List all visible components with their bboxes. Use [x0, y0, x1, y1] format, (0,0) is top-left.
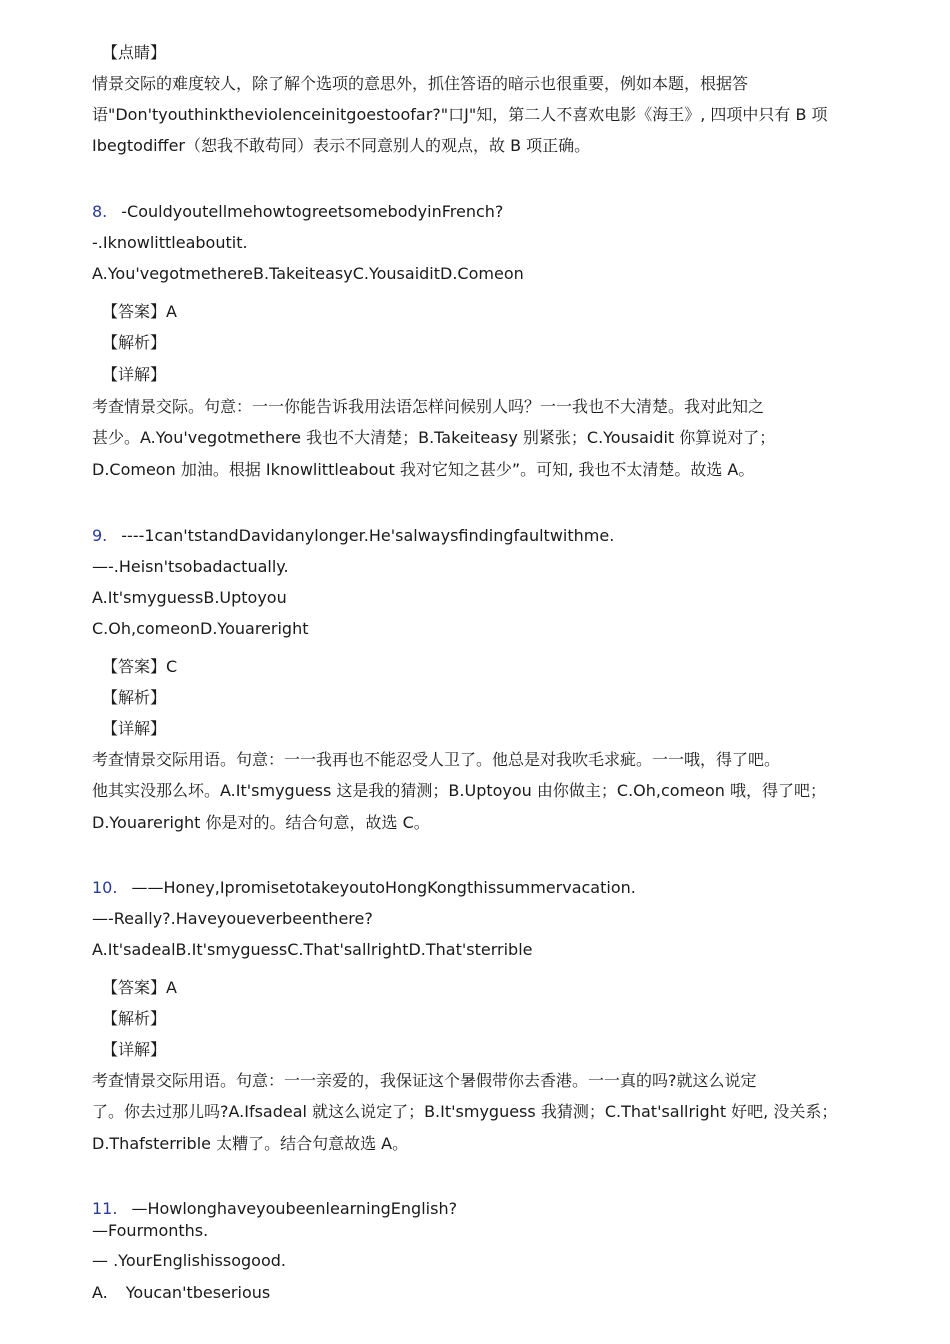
question-10-jiexi: 【解析】 — [102, 1009, 167, 1028]
option-text: Youcan'tbeserious — [125, 1283, 271, 1302]
question-8-explain-3: D.Comeon 加油。根据 Iknowlittleabout 我对它知之甚少”。可知, 我也不太清楚。故选 A。 — [92, 460, 755, 479]
question-8-options: A.You'vegotmethereB.TakeiteasyC.YousaiditD.Comeon — [92, 264, 524, 283]
question-text: -CouldyoutellmehowtogreetsomebodyinFrench? — [121, 202, 504, 221]
question-9-stem — [92, 525, 614, 547]
question-text: ——Honey,IpromisetotakeyoutoHongKongthissummervacation. — [131, 878, 636, 897]
question-8-explain-1: 考查情景交际。句意：一一你能告诉我用法语怎样问候别人吗？一一我也不大清楚。我对此知之 — [92, 397, 765, 416]
question-11-stem — [92, 1198, 457, 1220]
question-10-answer: 【答案】A — [102, 978, 177, 997]
question-9-explain-2: 他其实没那么坏。A.It'smyguess 这是我的猜测；B.Uptoyou 由你做主；C.Oh,comeon 哦，得了吧； — [92, 781, 827, 800]
question-number: 9. — [92, 526, 108, 545]
question-9-options-2: C.Oh,comeonD.Youareright — [92, 619, 309, 638]
dianjing-line-2: 语"Don'tyouthinktheviolenceinitgoestoofar?"口J"知，第二人不喜欢电影《海王》, 四项中只有 B 项 — [92, 105, 828, 124]
question-9-reply: —-.Heisn'tsobadactually. — [92, 557, 289, 576]
question-10-xiangjie: 【详解】 — [102, 1040, 167, 1059]
question-8-reply: -.Iknowlittleaboutit. — [92, 233, 248, 252]
question-10-explain-1: 考查情景交际用语。句意：一一亲爱的，我保证这个暑假带你去香港。一一真的吗?就这么说定 — [92, 1071, 757, 1090]
question-11-reply-1: —Fourmonths. — [92, 1221, 209, 1240]
question-8-answer: 【答案】A — [102, 302, 177, 321]
question-9-jiexi: 【解析】 — [102, 688, 167, 707]
question-9-answer: 【答案】C — [102, 657, 178, 676]
question-9-explain-3: D.Youareright 你是对的。结合句意，故选 C。 — [92, 813, 430, 832]
question-11-reply-2: — .YourEnglishissogood. — [92, 1251, 286, 1270]
question-8-jiexi: 【解析】 — [102, 333, 167, 352]
question-8-explain-2: 甚少。A.You'vegotmethere 我也不大清楚；B.Takeiteasy 别紧张；C.Yousaidit 你算说对了； — [92, 428, 776, 447]
question-10-explain-2: 了。你去过那儿吗?A.Ifsadeal 就这么说定了；B.It'smyguess 我猜测；C.That'sallright 好吧, 没关系； — [92, 1102, 838, 1121]
question-text: ----1can'tstandDavidanylonger.He'salwaysfindingfaultwithme. — [121, 526, 615, 545]
question-10-explain-3: D.Thafsterrible 太糟了。结合句意故选 A。 — [92, 1134, 409, 1153]
question-9-explain-1: 考查情景交际用语。句意：一一我再也不能忍受人卫了。他总是对我吹毛求疵。一一哦，得了吧。 — [92, 750, 781, 769]
question-9-options-1: A.It'smyguessB.Uptoyou — [92, 588, 287, 607]
question-number: 8. — [92, 202, 108, 221]
question-9-xiangjie: 【详解】 — [102, 719, 167, 738]
question-8-xiangjie: 【详解】 — [102, 365, 167, 384]
option-label: A. — [92, 1283, 108, 1302]
question-number: 10. — [92, 878, 118, 897]
question-number: 11. — [92, 1199, 118, 1218]
question-text: —HowlonghaveyoubeenlearningEnglish? — [131, 1199, 458, 1218]
question-10-reply: —-Really?.Haveyoueverbeenthere? — [92, 909, 373, 928]
dianjing-heading: 【点睛】 — [102, 43, 167, 62]
question-10-options: A.It'sadealB.It'smyguessC.That'sallrightD.That'sterrible — [92, 940, 533, 959]
dianjing-line-3: Ibegtodiffer（恕我不敢苟同）表示不同意别人的观点，故 B 项正确。 — [92, 136, 591, 155]
dianjing-line-1: 情景交际的难度较人，除了解个选项的意思外，抓住答语的暗示也很重要，例如本题，根据答 — [92, 74, 749, 93]
question-11-option-a — [92, 1282, 270, 1304]
question-8-stem — [92, 201, 503, 223]
question-10-stem — [92, 877, 636, 899]
